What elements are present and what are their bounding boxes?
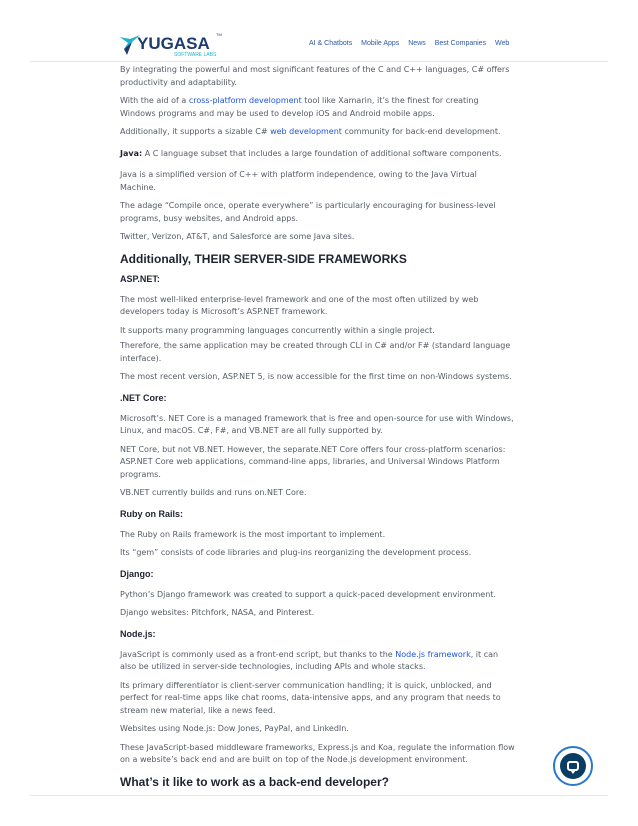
ruby-heading: Ruby on Rails: xyxy=(120,508,184,519)
nodejs-framework-link[interactable]: Node.js framework xyxy=(395,649,471,659)
paragraph xyxy=(120,649,515,674)
section-heading: Additionally, THEIR SERVER-SIDE FRAMEWORKS xyxy=(120,251,407,266)
paragraph xyxy=(120,95,515,120)
paragraph: Websites using Node.js: Dow Jones, PayPal, and LinkedIn. xyxy=(120,724,349,733)
chat-bubble-icon xyxy=(567,761,579,771)
yugasa-logo[interactable] xyxy=(118,29,228,59)
paragraph: Its “gem” consists of code libraries and plug-ins reorganizing the development process. xyxy=(120,548,472,557)
paragraph: Twitter, Verizon, AT&T, and Salesforce are some Java sites. xyxy=(120,232,355,241)
text-span: A C language subset that includes a large foundation of additional software components. xyxy=(142,148,502,158)
nav-news[interactable]: News xyxy=(408,40,426,47)
final-heading: What’s it like to work as a back-end developer? xyxy=(120,774,389,789)
nav-ai-chatbots[interactable]: AI & Chatbots xyxy=(309,40,353,47)
paragraph: It supports many programming languages concurrently within a single project. xyxy=(120,325,435,335)
paragraph: By integrating the powerful and most significant features of the C and C++ languages, C# offers productivity and adaptability. xyxy=(120,65,510,87)
paragraph: The adage “Compile once, operate everywhere” is particularly encouraging for business-level programs, busy websites, and Android apps. xyxy=(120,201,496,223)
cross-platform-link[interactable]: cross-platform development xyxy=(188,96,302,105)
django-heading: Django: xyxy=(120,568,154,579)
java-label: Java: xyxy=(120,148,143,158)
text-span: JavaScript is commonly used as a front-end script, but thanks to the xyxy=(120,649,396,659)
main-nav xyxy=(309,40,516,47)
text-span: community for back-end development. xyxy=(341,127,501,136)
paragraph: Microsoft’s. NET Core is a managed framework that is free and open-source for use with Windows, Linux, and macOS. C#, F#, and VB.NET are all fully supported by. xyxy=(120,413,514,435)
chat-widget-button[interactable] xyxy=(553,746,593,786)
nav-mobile-apps[interactable]: Mobile Apps xyxy=(361,40,400,47)
node-heading: Node.js: xyxy=(120,628,156,639)
nav-web[interactable]: Web xyxy=(495,40,510,47)
paragraph: The Ruby on Rails framework is the most important to implement. xyxy=(120,529,386,539)
paragraph: The most recent version, ASP.NET 5, is now accessible for the first time on non-Windows systems. xyxy=(120,372,512,381)
text-span: , it can also be utilized in server-side technologies, including APIs and whole stacks. xyxy=(120,649,499,671)
logo-subtext: SOFTWARE LABS xyxy=(174,52,217,58)
paragraph xyxy=(120,148,515,161)
article-body xyxy=(120,64,515,789)
paragraph: VB.NET currently builds and runs on.NET Core. xyxy=(120,488,307,497)
aspnet-heading: ASP.NET: xyxy=(120,273,160,284)
paragraph: These JavaScript-based middleware frameworks, Express.js and Koa, regulate the information flow on a website’s back end and are built on top of the Node.js development environment. xyxy=(120,742,515,764)
logo-text: YUGASA xyxy=(137,34,210,53)
paragraph: Its primary differentiator is client-server communication handling; it is quick, unblocked, and perfect for real-time apps like chat rooms, data-intensive apps, and any program that needs to stream new material, like a news feed. xyxy=(120,680,501,715)
paragraph: The most well-liked enterprise-level framework and one of the most often utilized by web developers today is Microsoft’s ASP.NET framework. xyxy=(120,294,479,316)
logo-tm: TM xyxy=(216,32,222,37)
nav-best-companies[interactable]: Best Companies xyxy=(434,40,487,47)
paragraph: Django websites: Pitchfork, NASA, and Pinterest. xyxy=(120,608,315,617)
paragraph: Therefore, the same application may be created through CLI in C# and/or F# (standard language interface). xyxy=(120,341,511,363)
paragraph: Python’s Django framework was created to support a quick-paced development environment. xyxy=(120,589,496,599)
site-header xyxy=(0,0,638,62)
chat-icon-background xyxy=(560,753,586,779)
footer-divider xyxy=(30,795,608,796)
paragraph: NET Core, but not VB.NET. However, the separate.NET Core offers four cross-platform scenarios: ASP.NET Core web applications, command-line apps, libraries, and Universal Windows Platform programs. xyxy=(120,444,506,479)
netcore-heading: .NET Core: xyxy=(120,392,167,403)
text-span: With the aid of a xyxy=(120,96,189,105)
web-development-link[interactable]: web development xyxy=(270,127,342,136)
text-span: tool like Xamarin, it’s the finest for creating Windows programs and may be used to develop iOS and Android mobile apps. xyxy=(120,96,479,118)
header-divider xyxy=(30,61,608,62)
paragraph xyxy=(120,126,515,139)
text-span: Additionally, it supports a sizable C# xyxy=(120,127,271,136)
paragraph: Java is a simplified version of C++ with platform independence, owing to the Java Virtual Machine. xyxy=(120,170,477,192)
